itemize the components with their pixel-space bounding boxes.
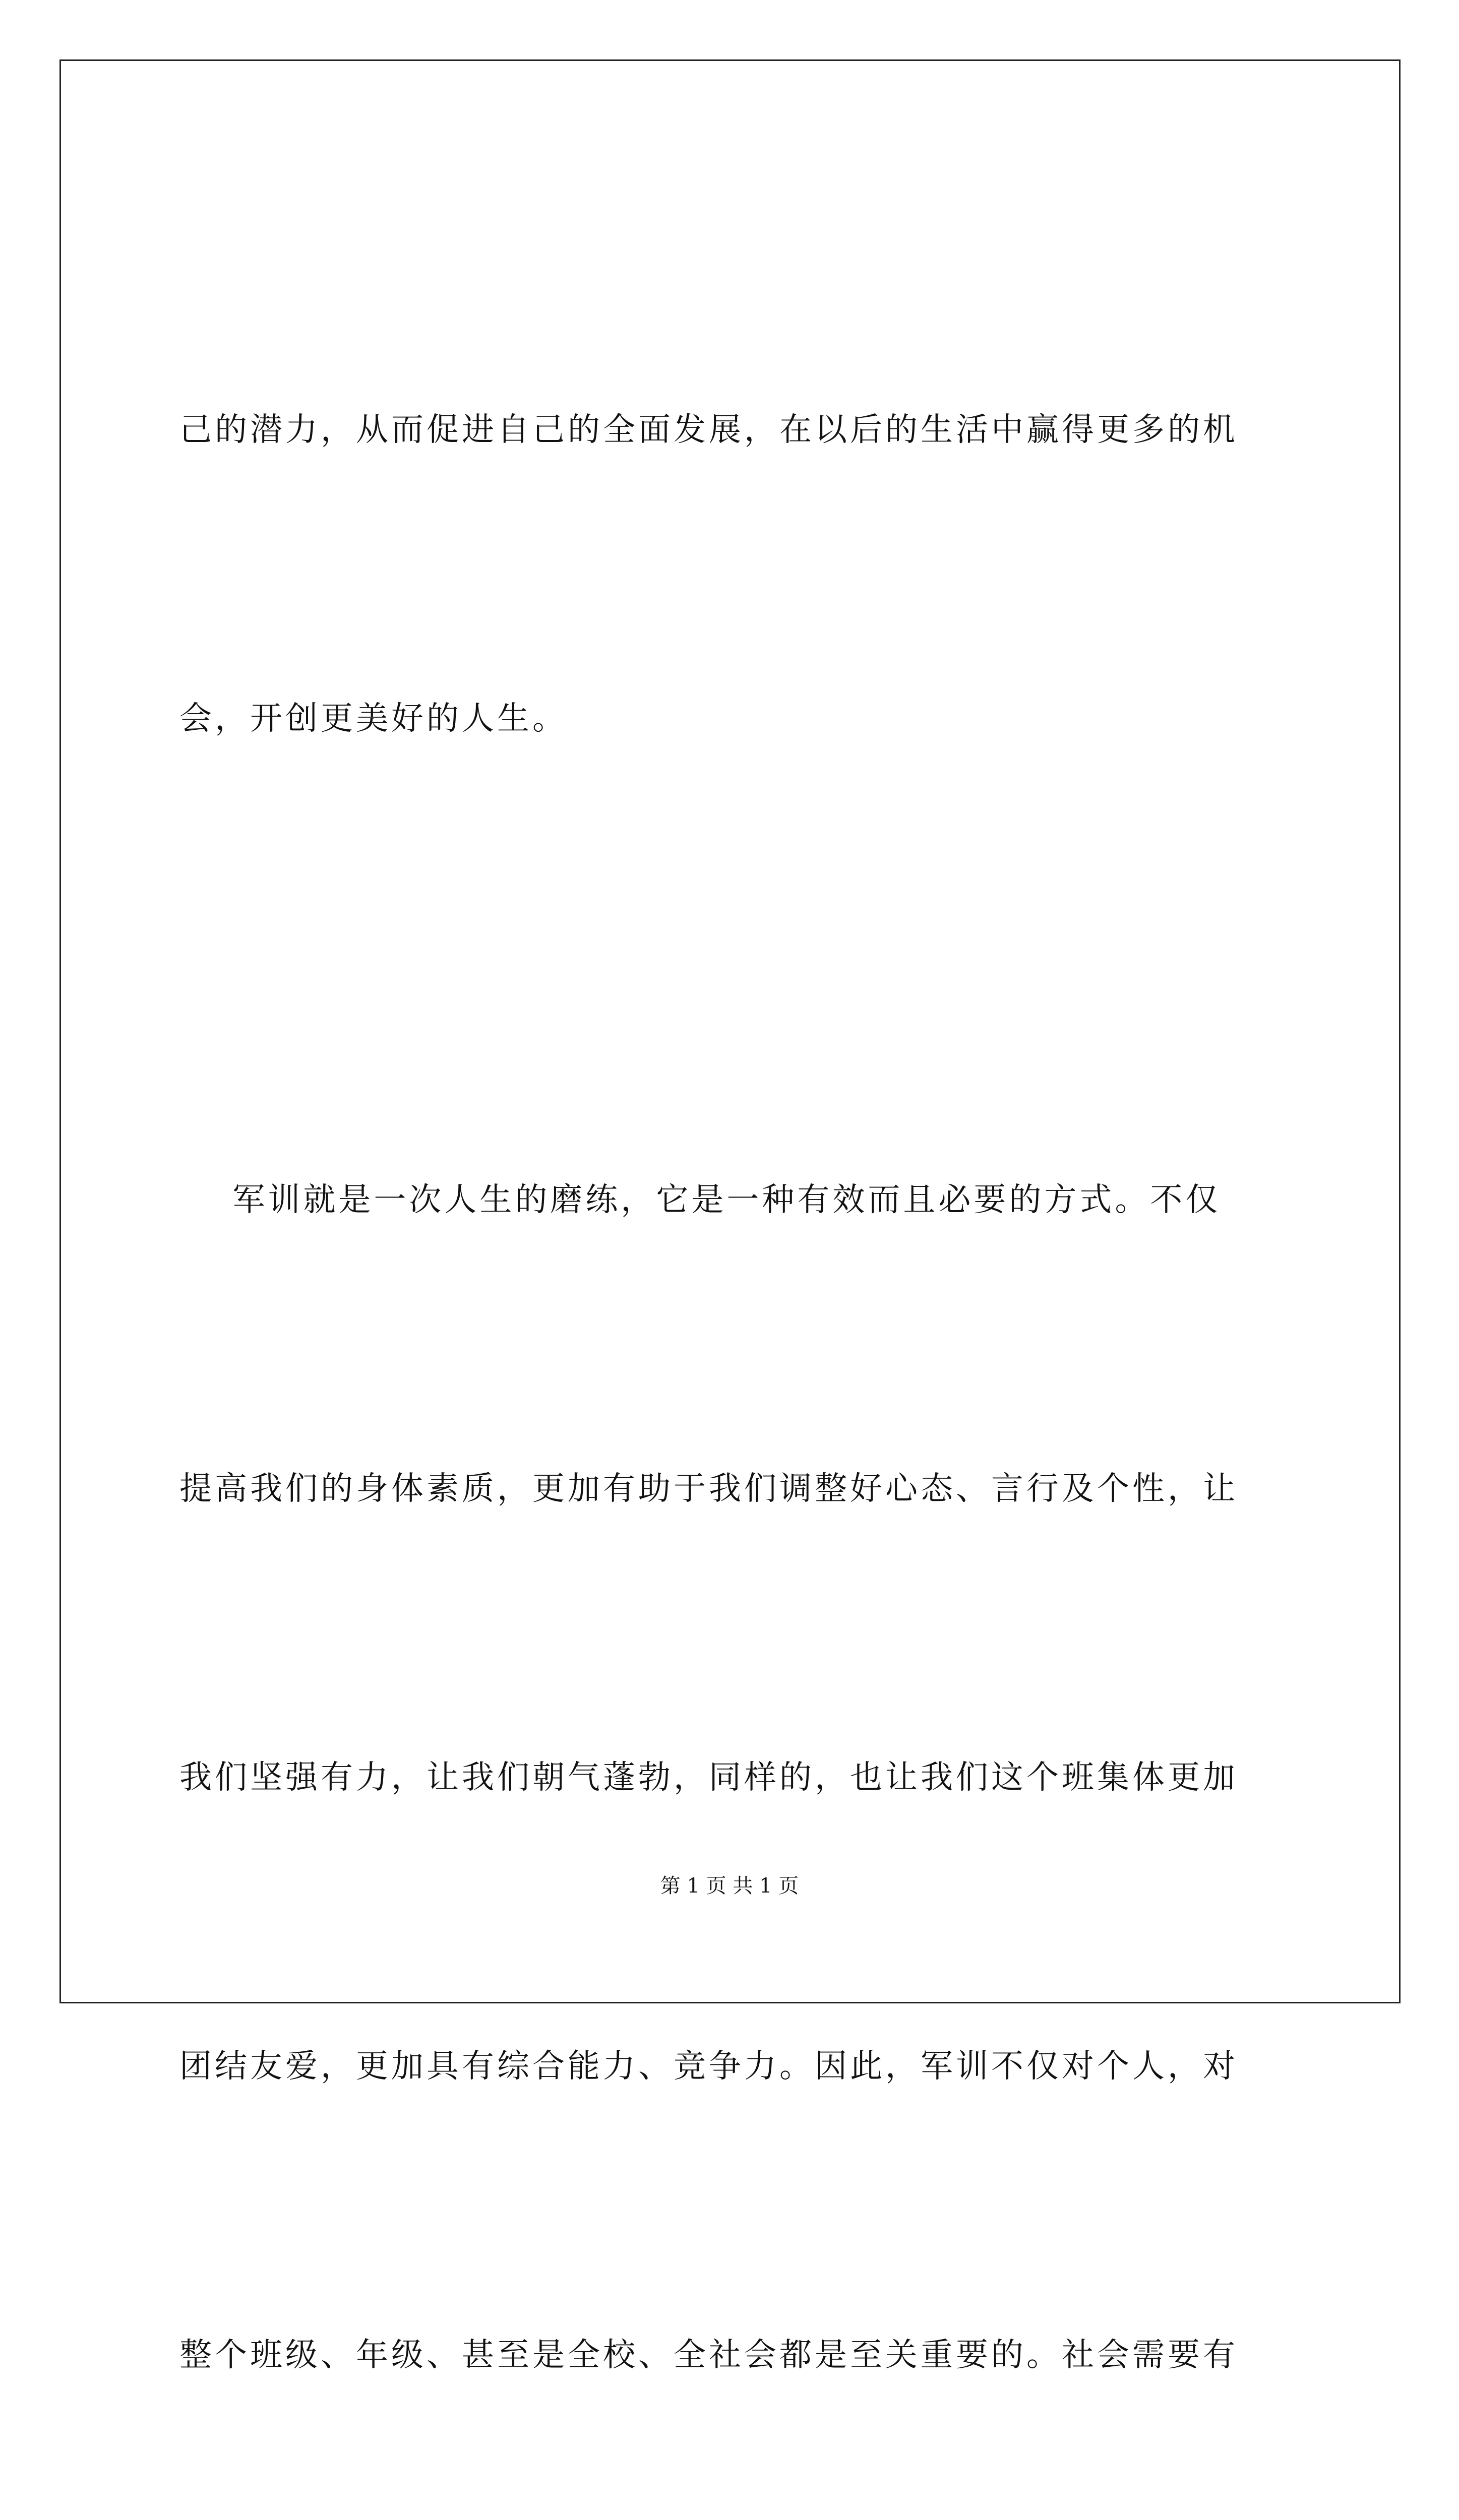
- text-line: 团结友爱，更加具有综合能力、竞争力。因此，军训不仅对个人，对: [179, 2048, 1238, 2085]
- text-line: 会，开创更美好的人生。: [179, 700, 568, 737]
- page-number: 第 1 页 共 1 页: [660, 1874, 799, 1898]
- paragraph-2: [179, 960, 1287, 2520]
- text-line: 整个班级、年级、甚至是全校、全社会都是至关重要的。社会需要有: [179, 2337, 1238, 2374]
- text-line: 军训就是一次人生的磨练，它是一种有效而且必要的方式。不仅: [179, 1181, 1221, 1219]
- paragraph-1: [179, 190, 1287, 960]
- document-body: [179, 190, 1287, 2520]
- text-line: 我们坚强有力，让我们朝气蓬勃，同样的，也让我们这个班集体更加: [179, 1759, 1238, 1796]
- text-line: 提高我们的身体素质，更加有助于我们调整好心态、言行及个性，让: [179, 1470, 1238, 1507]
- text-line: 己的潜力，从而促进自己的全面发展，在以后的生活中赢得更多的机: [179, 411, 1238, 449]
